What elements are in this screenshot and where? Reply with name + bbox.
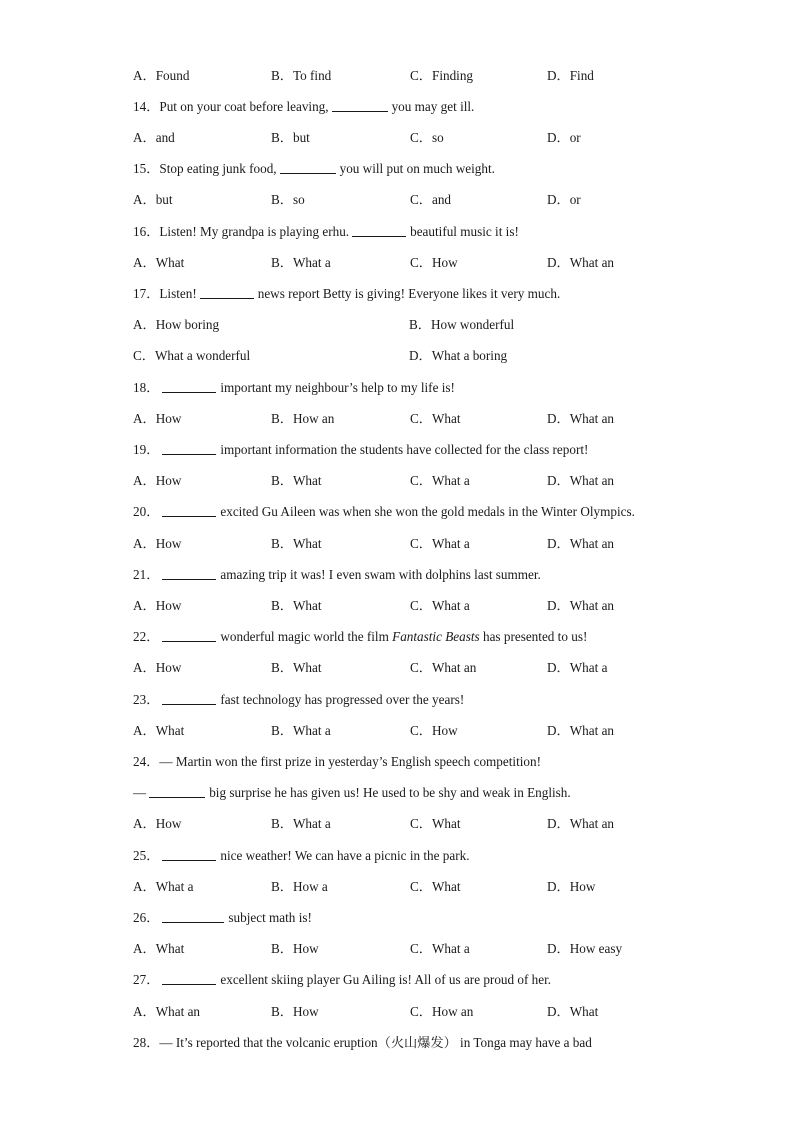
q23-options [133,721,693,741]
question-number: 21． [133,567,160,582]
q18-option-d[interactable]: D．What an [547,411,615,426]
question-number: 23． [133,692,160,707]
q22-option-c[interactable]: C．What an [410,660,477,675]
q18-stem [133,378,455,398]
q24-option-a[interactable]: A．How [133,816,182,831]
q27-options [133,1002,693,1022]
stem-text: — Martin won the first prize in yesterday’s English speech competition! [159,754,541,769]
q18-option-b[interactable]: B．How an [271,411,335,426]
q21-option-a[interactable]: A．How [133,598,182,613]
q26-options [133,939,693,959]
q14-option-a[interactable]: A．and [133,130,175,145]
stem-text: important my neighbour’s help to my life is! [220,380,455,395]
answer-blank [162,909,224,923]
question-number: 24． [133,754,160,769]
answer-blank [162,691,216,705]
answer-blank [162,441,216,455]
q16-option-a[interactable]: A．What [133,255,185,270]
stem-text: news report Betty is giving! Everyone likes it very much. [257,286,561,301]
q14-option-d[interactable]: D．or [547,130,581,145]
question-number: 17． [133,286,160,301]
question-number: 28． [133,1035,160,1050]
question-number: 14． [133,99,160,114]
q17-option-c[interactable]: C．What a wonderful [133,348,251,363]
q22-option-b[interactable]: B．What [271,660,322,675]
stem-text: Stop eating junk food, [159,161,277,176]
stem-text: beautiful music it is! [410,224,519,239]
q28-stem [133,1033,592,1053]
answer-blank [162,847,216,861]
question-number: 18． [133,380,160,395]
answer-blank [332,98,388,112]
q17-options-row1 [133,315,693,335]
q13-option-b[interactable]: B．To find [271,68,332,83]
q23-option-b[interactable]: B．What a [271,723,331,738]
question-number: 26． [133,910,160,925]
q24-stem-line1 [133,752,541,772]
q16-option-b[interactable]: B．What a [271,255,331,270]
q18-options [133,409,693,429]
q25-option-b[interactable]: B．How a [271,879,328,894]
question-number: 19． [133,442,160,457]
q21-option-b[interactable]: B．What [271,598,322,613]
q13-option-a[interactable]: A．Found [133,68,190,83]
stem-text: has presented to us! [482,629,588,644]
q26-option-a[interactable]: A．What [133,941,185,956]
q25-option-c[interactable]: C．What [410,879,461,894]
question-number: 16． [133,224,160,239]
q17-options-row2 [133,346,693,366]
q15-option-b[interactable]: B．so [271,192,305,207]
stem-text: amazing trip it was! I even swam with dolphins last summer. [220,567,541,582]
stem-text: Listen! [159,286,197,301]
q27-option-b[interactable]: B．How [271,1004,319,1019]
stem-text: wonderful magic world the film [220,629,389,644]
answer-blank [162,566,216,580]
q25-option-a[interactable]: A．What a [133,879,194,894]
answer-blank [162,379,216,393]
q14-options [133,128,693,148]
q20-option-c[interactable]: C．What a [410,536,470,551]
q26-option-b[interactable]: B．How [271,941,319,956]
stem-text: subject math is! [228,910,312,925]
stem-text: you may get ill. [391,99,475,114]
q19-option-a[interactable]: A．How [133,473,182,488]
q16-options [133,253,693,273]
q24-options [133,814,693,834]
stem-text: Listen! My grandpa is playing erhu. [159,224,350,239]
q19-option-c[interactable]: C．What a [410,473,470,488]
stem-text: important information the students have collected for the class report! [220,442,589,457]
q24-option-d[interactable]: D．What an [547,816,615,831]
q26-stem [133,908,312,928]
q16-option-d[interactable]: D．What an [547,255,615,270]
q21-options [133,596,693,616]
question-number: 22． [133,629,160,644]
q27-option-c[interactable]: C．How an [410,1004,474,1019]
answer-blank [162,503,216,517]
stem-text: fast technology has progressed over the years! [220,692,465,707]
q14-option-c[interactable]: C．so [410,130,444,145]
q17-option-d[interactable]: D．What a boring [409,348,508,363]
q24-option-b[interactable]: B．What a [271,816,331,831]
answer-blank [352,223,406,237]
q22-option-a[interactable]: A．How [133,660,182,675]
q25-option-d[interactable]: D．How [547,879,596,894]
q17-option-b[interactable]: B．How wonderful [409,317,515,332]
q15-options [133,190,693,210]
stem-text: big surprise he has given us! He used to be shy and weak in English. [209,785,571,800]
answer-blank [149,784,205,798]
q14-stem [133,97,474,117]
q27-option-a[interactable]: A．What an [133,1004,201,1019]
q17-option-a[interactable]: A．How boring [133,317,220,332]
q21-option-d[interactable]: D．What an [547,598,615,613]
q19-stem [133,440,588,460]
q16-option-c[interactable]: C．How [410,255,458,270]
film-title: Fantastic Beasts [392,629,480,644]
q21-stem [133,565,541,585]
stem-text: Put on your coat before leaving, [159,99,329,114]
q27-option-d[interactable]: D．What [547,1004,599,1019]
answer-blank [200,285,254,299]
q15-option-d[interactable]: D．or [547,192,581,207]
q27-stem [133,970,551,990]
q20-option-d[interactable]: D．What an [547,536,615,551]
q25-stem [133,846,470,866]
answer-blank [162,971,216,985]
q17-stem [133,284,560,304]
q19-options [133,471,693,491]
q19-option-d[interactable]: D．What an [547,473,615,488]
q21-option-c[interactable]: C．What a [410,598,470,613]
q25-options [133,877,693,897]
stem-text: excellent skiing player Gu Ailing is! All of us are proud of her. [220,972,552,987]
q13-options [133,66,693,86]
stem-text: nice weather! We can have a picnic in the park. [220,848,470,863]
stem-text: — It’s reported that the volcanic eruption（火山爆发） in Tonga may have a bad [159,1035,592,1050]
q23-option-a[interactable]: A．What [133,723,185,738]
stem-text: excited Gu Aileen was when she won the gold medals in the Winter Olympics. [220,504,635,519]
dialogue-dash: — [133,785,147,800]
question-number: 27． [133,972,160,987]
q20-stem [133,502,635,522]
q22-options [133,658,693,678]
q24-stem-line2 [133,783,571,803]
q20-option-a[interactable]: A．How [133,536,182,551]
q18-option-c[interactable]: C．What [410,411,461,426]
question-number: 15． [133,161,160,176]
q20-option-b[interactable]: B．What [271,536,322,551]
q26-option-c[interactable]: C．What a [410,941,470,956]
q19-option-b[interactable]: B．What [271,473,322,488]
q23-stem [133,690,464,710]
q23-option-c[interactable]: C．How [410,723,458,738]
q13-option-c[interactable]: C．Finding [410,68,474,83]
q22-option-d[interactable]: D．What a [547,660,608,675]
q14-option-b[interactable]: B．but [271,130,310,145]
question-number: 20． [133,504,160,519]
q22-stem [133,627,587,647]
q26-option-d[interactable]: D．How easy [547,941,623,956]
question-number: 25． [133,848,160,863]
q15-option-c[interactable]: C．and [410,192,452,207]
q24-option-c[interactable]: C．What [410,816,461,831]
stem-text: you will put on much weight. [339,161,495,176]
q16-stem [133,222,519,242]
q15-option-a[interactable]: A．but [133,192,173,207]
q23-option-d[interactable]: D．What an [547,723,615,738]
answer-blank [162,628,216,642]
q18-option-a[interactable]: A．How [133,411,182,426]
answer-blank [280,160,336,174]
q20-options [133,534,693,554]
q13-option-d[interactable]: D．Find [547,68,594,83]
q15-stem [133,159,495,179]
